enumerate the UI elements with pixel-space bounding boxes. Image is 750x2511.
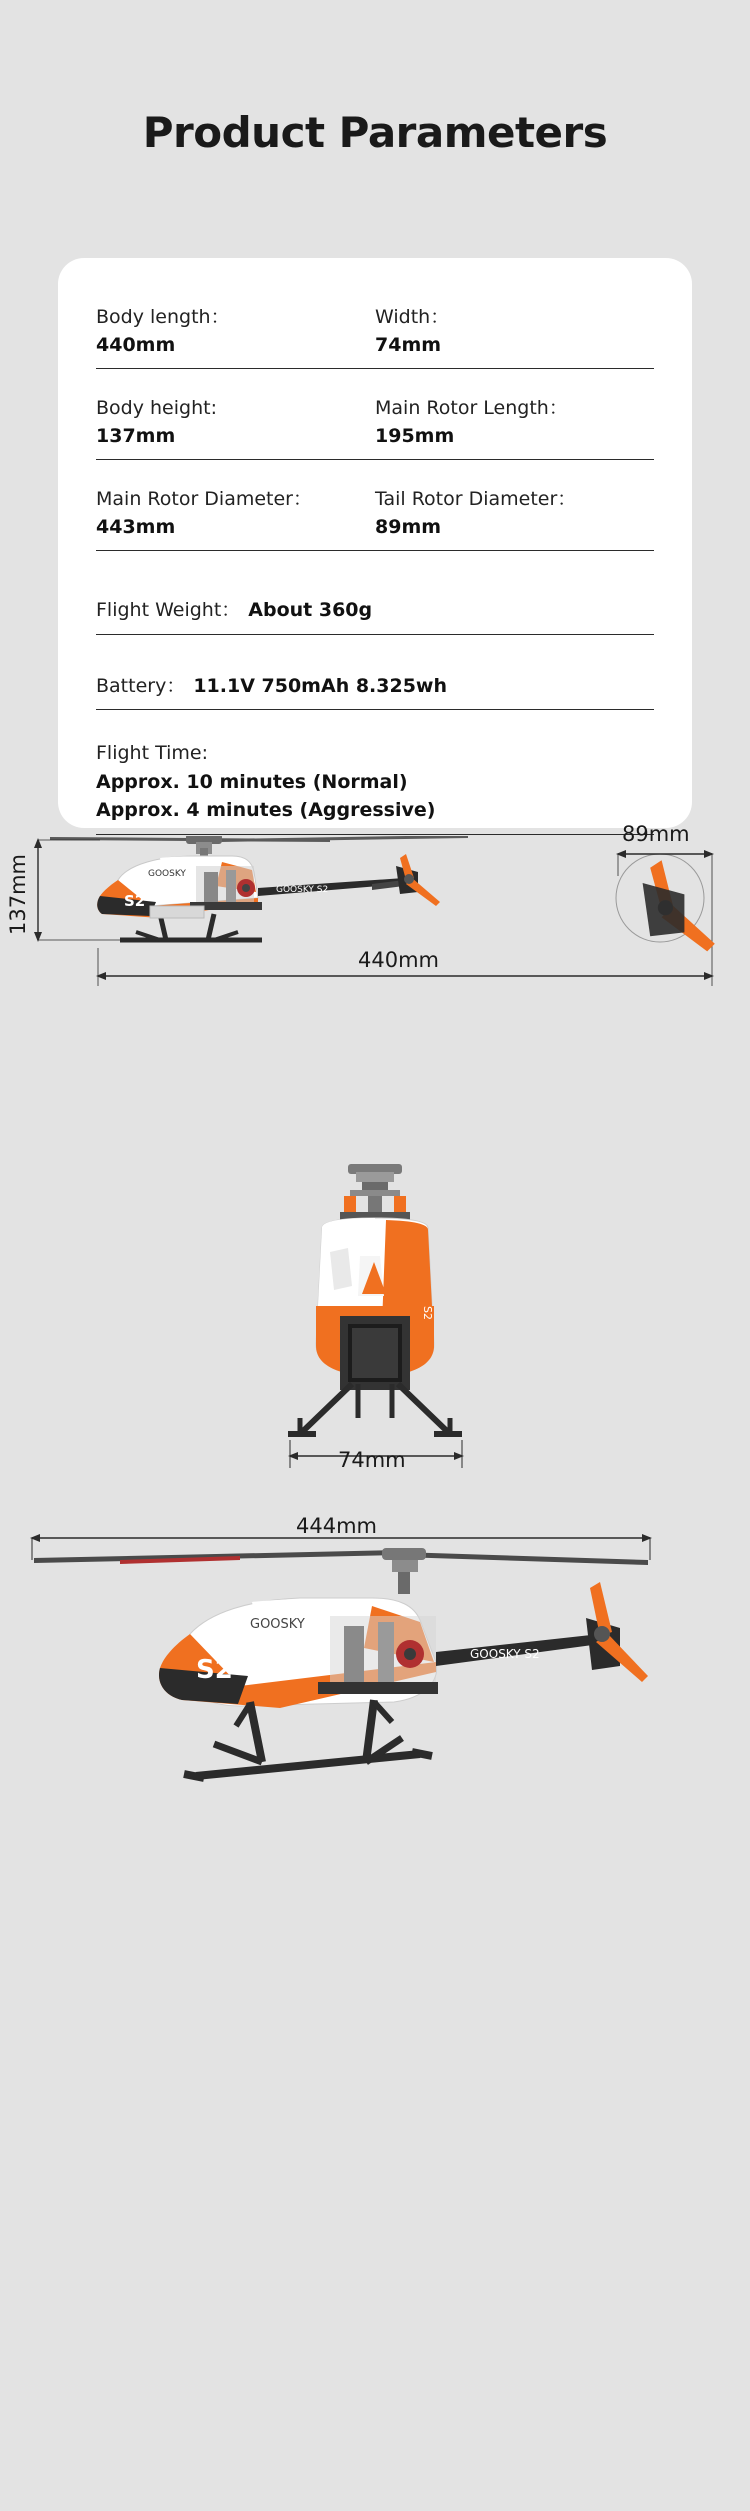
spec-label: Flight Weight： [96,599,241,622]
svg-text:GOOSKY S2: GOOSKY S2 [470,1647,540,1661]
spec-value: 89mm [375,515,442,538]
figure-side-view [0,822,750,1156]
spec-cell-width [375,304,654,368]
svg-text:GOOSKY: GOOSKY [250,1617,305,1632]
dim-width: 74mm [338,1448,406,1472]
spec-row [96,304,654,369]
angle-view-illustration [0,1486,750,1936]
spec-cell-body-length [96,304,375,368]
spec-label: Flight Time: [96,742,208,765]
dim-body-length: 440mm [358,948,439,972]
spec-cell-main-rotor-length [375,395,654,459]
svg-text:S2: S2 [421,1306,434,1320]
spec-cell-tail-rotor-diameter [375,486,654,550]
spec-value: 11.1V 750mAh 8.325wh [193,674,448,697]
spec-cell-flight-weight [96,597,654,634]
page-title: Product Parameters [142,108,608,157]
svg-text:S2: S2 [196,1655,233,1685]
spec-value: 195mm [375,424,455,447]
spec-label: Width： [375,306,450,328]
spec-cell-main-rotor-diameter [96,486,375,550]
spec-value-normal: Approx. 10 minutes (Normal) [96,770,408,793]
spec-value: 137mm [96,424,176,447]
spec-row-battery [96,635,654,711]
spec-card [58,258,692,828]
spec-label: Body length： [96,306,230,328]
spec-label: Body height: [96,397,217,420]
spec-cell-flight-time [96,740,654,834]
spec-label: Battery： [96,674,186,697]
model-text: S2 [124,892,146,910]
spec-value: 440mm [96,333,176,356]
spec-label: Tail Rotor Diameter： [375,488,577,511]
spec-row [96,460,654,551]
spec-row [96,369,654,460]
spec-value-aggressive: Approx. 4 minutes (Aggressive) [96,799,436,822]
spec-row-flight-time [96,710,654,835]
brand-text: GOOSKY [148,869,186,879]
dim-tail-rotor-diameter: 89mm [622,822,690,846]
spec-cell-battery [96,673,654,710]
boom-text: GOOSKY S2 [276,885,329,895]
dim-main-rotor-diameter: 444mm [296,1514,377,1538]
side-view-illustration [0,836,750,1156]
spec-value: About 360g [248,599,373,622]
spec-row-flight-weight [96,551,654,635]
spec-cell-body-height [96,395,375,459]
figure-front-view [0,1156,750,1486]
spec-value: 443mm [96,515,176,538]
figure-angle-view [0,1486,750,1936]
figures-section [0,822,750,1936]
front-view-illustration [0,1156,750,1486]
spec-label: Main Rotor Length： [375,397,568,420]
dim-body-height: 137mm [6,854,30,935]
spec-value: 74mm [375,333,442,356]
spec-label: Main Rotor Diameter： [96,488,312,511]
